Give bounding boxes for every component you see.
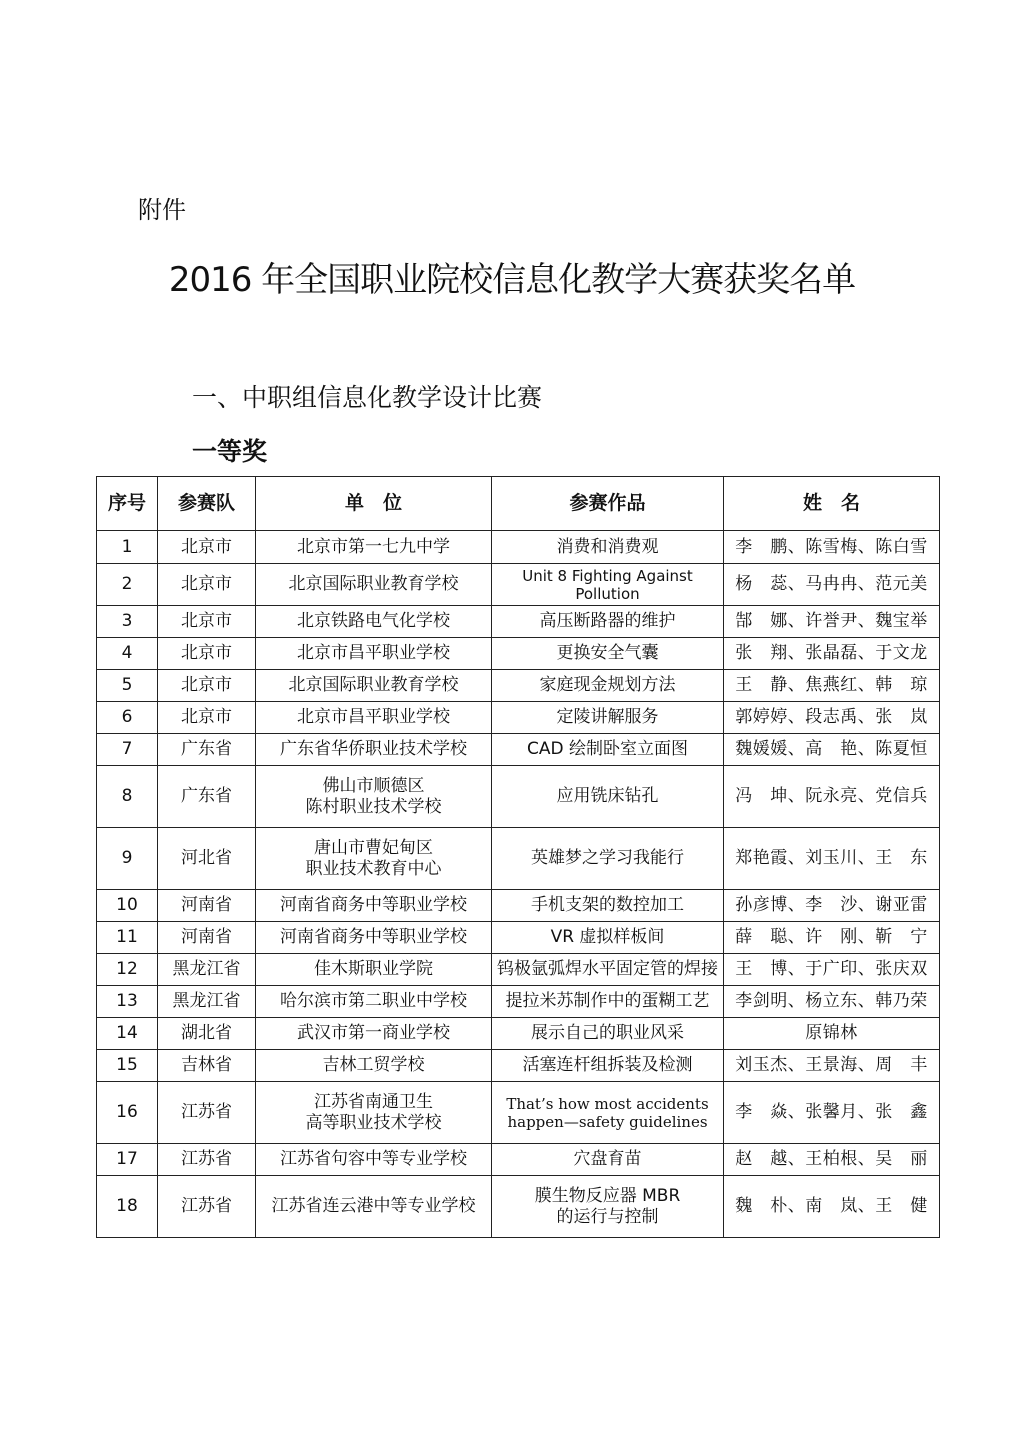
unit-line: 陈村职业技术学校 <box>305 796 442 817</box>
cell-no: 4 <box>97 638 158 670</box>
table-row <box>97 670 940 702</box>
cell-no: 8 <box>97 766 158 828</box>
cell-names: 王 博、于广印、张庆双 <box>724 954 940 986</box>
cell-no: 15 <box>97 1050 158 1082</box>
cell-team: 北京市 <box>158 638 256 670</box>
cell-no: 6 <box>97 702 158 734</box>
cell-unit: 北京市昌平职业学校 <box>256 702 492 734</box>
cell-unit: 广东省华侨职业技术学校 <box>256 734 492 766</box>
unit-line: 高等职业技术学校 <box>305 1112 442 1133</box>
unit-line: 佛山市顺德区 <box>322 776 425 797</box>
cell-team: 河南省 <box>158 922 256 954</box>
cell-work: 活塞连杆组拆装及检测 <box>492 1050 724 1082</box>
cell-no: 11 <box>97 922 158 954</box>
cell-work: 手机支架的数控加工 <box>492 890 724 922</box>
cell-unit: 北京市昌平职业学校 <box>256 638 492 670</box>
cell-team: 黑龙江省 <box>158 954 256 986</box>
cell-names: 郑艳霞、刘玉川、王 东 <box>724 828 940 890</box>
cell-unit <box>256 1082 492 1144</box>
unit-line: 唐山市曹妃甸区 <box>314 838 433 859</box>
cell-unit: 河南省商务中等职业学校 <box>256 922 492 954</box>
cell-team: 江苏省 <box>158 1082 256 1144</box>
cell-names: 原锦林 <box>724 1018 940 1050</box>
cell-names: 冯 坤、阮永亮、党信兵 <box>724 766 940 828</box>
work-line: 膜生物反应器 MBR <box>534 1186 681 1207</box>
table-row <box>97 1018 940 1050</box>
cell-work: VR 虚拟样板间 <box>492 922 724 954</box>
header-team: 参赛队 <box>158 477 256 531</box>
attachment-label: 附件 <box>138 196 186 224</box>
cell-names: 李 焱、张馨月、张 鑫 <box>724 1082 940 1144</box>
work-line: happen—safety guidelines <box>507 1112 708 1131</box>
cell-team: 河北省 <box>158 828 256 890</box>
cell-no: 2 <box>97 564 158 606</box>
cell-names: 刘玉杰、王景海、周 丰 <box>724 1050 940 1082</box>
table-row <box>97 531 940 564</box>
cell-no: 12 <box>97 954 158 986</box>
cell-unit: 哈尔滨市第二职业中学校 <box>256 986 492 1018</box>
cell-names: 孙彦博、李 沙、谢亚雷 <box>724 890 940 922</box>
cell-names: 李 鹏、陈雪梅、陈白雪 <box>724 531 940 564</box>
cell-work <box>492 1082 724 1144</box>
cell-names: 王 静、焦燕红、韩 琼 <box>724 670 940 702</box>
table-row <box>97 1144 940 1176</box>
cell-unit: 河南省商务中等职业学校 <box>256 890 492 922</box>
cell-no: 9 <box>97 828 158 890</box>
cell-no: 7 <box>97 734 158 766</box>
cell-no: 14 <box>97 1018 158 1050</box>
cell-names: 郭婷婷、段志禹、张 岚 <box>724 702 940 734</box>
cell-team: 吉林省 <box>158 1050 256 1082</box>
cell-unit: 北京国际职业教育学校 <box>256 670 492 702</box>
cell-work: Unit 8 Fighting Against Pollution <box>492 564 724 606</box>
cell-team: 江苏省 <box>158 1144 256 1176</box>
cell-unit <box>256 828 492 890</box>
cell-no: 5 <box>97 670 158 702</box>
cell-names: 张 翔、张晶磊、于文龙 <box>724 638 940 670</box>
cell-unit: 北京铁路电气化学校 <box>256 606 492 638</box>
cell-work: 提拉米苏制作中的蛋糊工艺 <box>492 986 724 1018</box>
cell-names: 李剑明、杨立东、韩乃荣 <box>724 986 940 1018</box>
table-row <box>97 638 940 670</box>
unit-line: 江苏省南通卫生 <box>314 1092 433 1113</box>
table-row <box>97 1082 940 1144</box>
cell-names: 魏媛媛、高 艳、陈夏恒 <box>724 734 940 766</box>
table-row <box>97 564 940 606</box>
cell-no: 3 <box>97 606 158 638</box>
cell-team: 北京市 <box>158 606 256 638</box>
cell-no: 17 <box>97 1144 158 1176</box>
cell-team: 黑龙江省 <box>158 986 256 1018</box>
cell-names: 赵 越、王柏根、吴 丽 <box>724 1144 940 1176</box>
table-row <box>97 828 940 890</box>
cell-no: 18 <box>97 1176 158 1238</box>
cell-unit: 佳木斯职业学院 <box>256 954 492 986</box>
table-row <box>97 986 940 1018</box>
table-row <box>97 1050 940 1082</box>
cell-work: 穴盘育苗 <box>492 1144 724 1176</box>
table-row <box>97 890 940 922</box>
cell-unit: 北京国际职业教育学校 <box>256 564 492 606</box>
cell-team: 北京市 <box>158 564 256 606</box>
work-line: 的运行与控制 <box>556 1206 659 1227</box>
section-heading: 一、中职组信息化教学设计比赛 <box>192 383 543 412</box>
table-row <box>97 922 940 954</box>
cell-work: 应用铣床钻孔 <box>492 766 724 828</box>
award-table <box>96 476 940 1238</box>
cell-team: 北京市 <box>158 702 256 734</box>
cell-unit: 江苏省连云港中等专业学校 <box>256 1176 492 1238</box>
prize-heading: 一等奖 <box>192 437 268 466</box>
cell-work: 更换安全气囊 <box>492 638 724 670</box>
cell-unit: 北京市第一七九中学 <box>256 531 492 564</box>
cell-team: 湖北省 <box>158 1018 256 1050</box>
cell-work: CAD 绘制卧室立面图 <box>492 734 724 766</box>
cell-names: 魏 朴、南 岚、王 健 <box>724 1176 940 1238</box>
cell-no: 10 <box>97 890 158 922</box>
cell-unit: 江苏省句容中等专业学校 <box>256 1144 492 1176</box>
header-work: 参赛作品 <box>492 477 724 531</box>
cell-work: 英雄梦之学习我能行 <box>492 828 724 890</box>
cell-unit <box>256 766 492 828</box>
cell-names: 薛 聪、许 刚、靳 宁 <box>724 922 940 954</box>
cell-no: 1 <box>97 531 158 564</box>
cell-names: 杨 蕊、马冉冉、范元美 <box>724 564 940 606</box>
cell-work: 高压断路器的维护 <box>492 606 724 638</box>
cell-work <box>492 1176 724 1238</box>
table-row <box>97 606 940 638</box>
cell-team: 广东省 <box>158 766 256 828</box>
cell-no: 13 <box>97 986 158 1018</box>
header-no: 序号 <box>97 477 158 531</box>
cell-work: 钨极氩弧焊水平固定管的焊接 <box>492 954 724 986</box>
cell-work: 消费和消费观 <box>492 531 724 564</box>
cell-no: 16 <box>97 1082 158 1144</box>
table-row <box>97 954 940 986</box>
cell-team: 北京市 <box>158 670 256 702</box>
table-row <box>97 702 940 734</box>
cell-work: 定陵讲解服务 <box>492 702 724 734</box>
header-names: 姓 名 <box>724 477 940 531</box>
cell-unit: 吉林工贸学校 <box>256 1050 492 1082</box>
table-row <box>97 1176 940 1238</box>
cell-team: 广东省 <box>158 734 256 766</box>
work-line: That’s how most accidents <box>506 1094 709 1113</box>
cell-team: 河南省 <box>158 890 256 922</box>
unit-line: 职业技术教育中心 <box>305 858 442 879</box>
cell-team: 江苏省 <box>158 1176 256 1238</box>
document-title: 2016 年全国职业院校信息化教学大赛获奖名单 <box>168 260 856 300</box>
header-unit: 单 位 <box>256 477 492 531</box>
cell-names: 郜 娜、许誉尹、魏宝举 <box>724 606 940 638</box>
table-row <box>97 766 940 828</box>
cell-work: 展示自己的职业风采 <box>492 1018 724 1050</box>
table-row <box>97 734 940 766</box>
cell-team: 北京市 <box>158 531 256 564</box>
table-header-row <box>97 477 940 531</box>
cell-work: 家庭现金规划方法 <box>492 670 724 702</box>
cell-unit: 武汉市第一商业学校 <box>256 1018 492 1050</box>
